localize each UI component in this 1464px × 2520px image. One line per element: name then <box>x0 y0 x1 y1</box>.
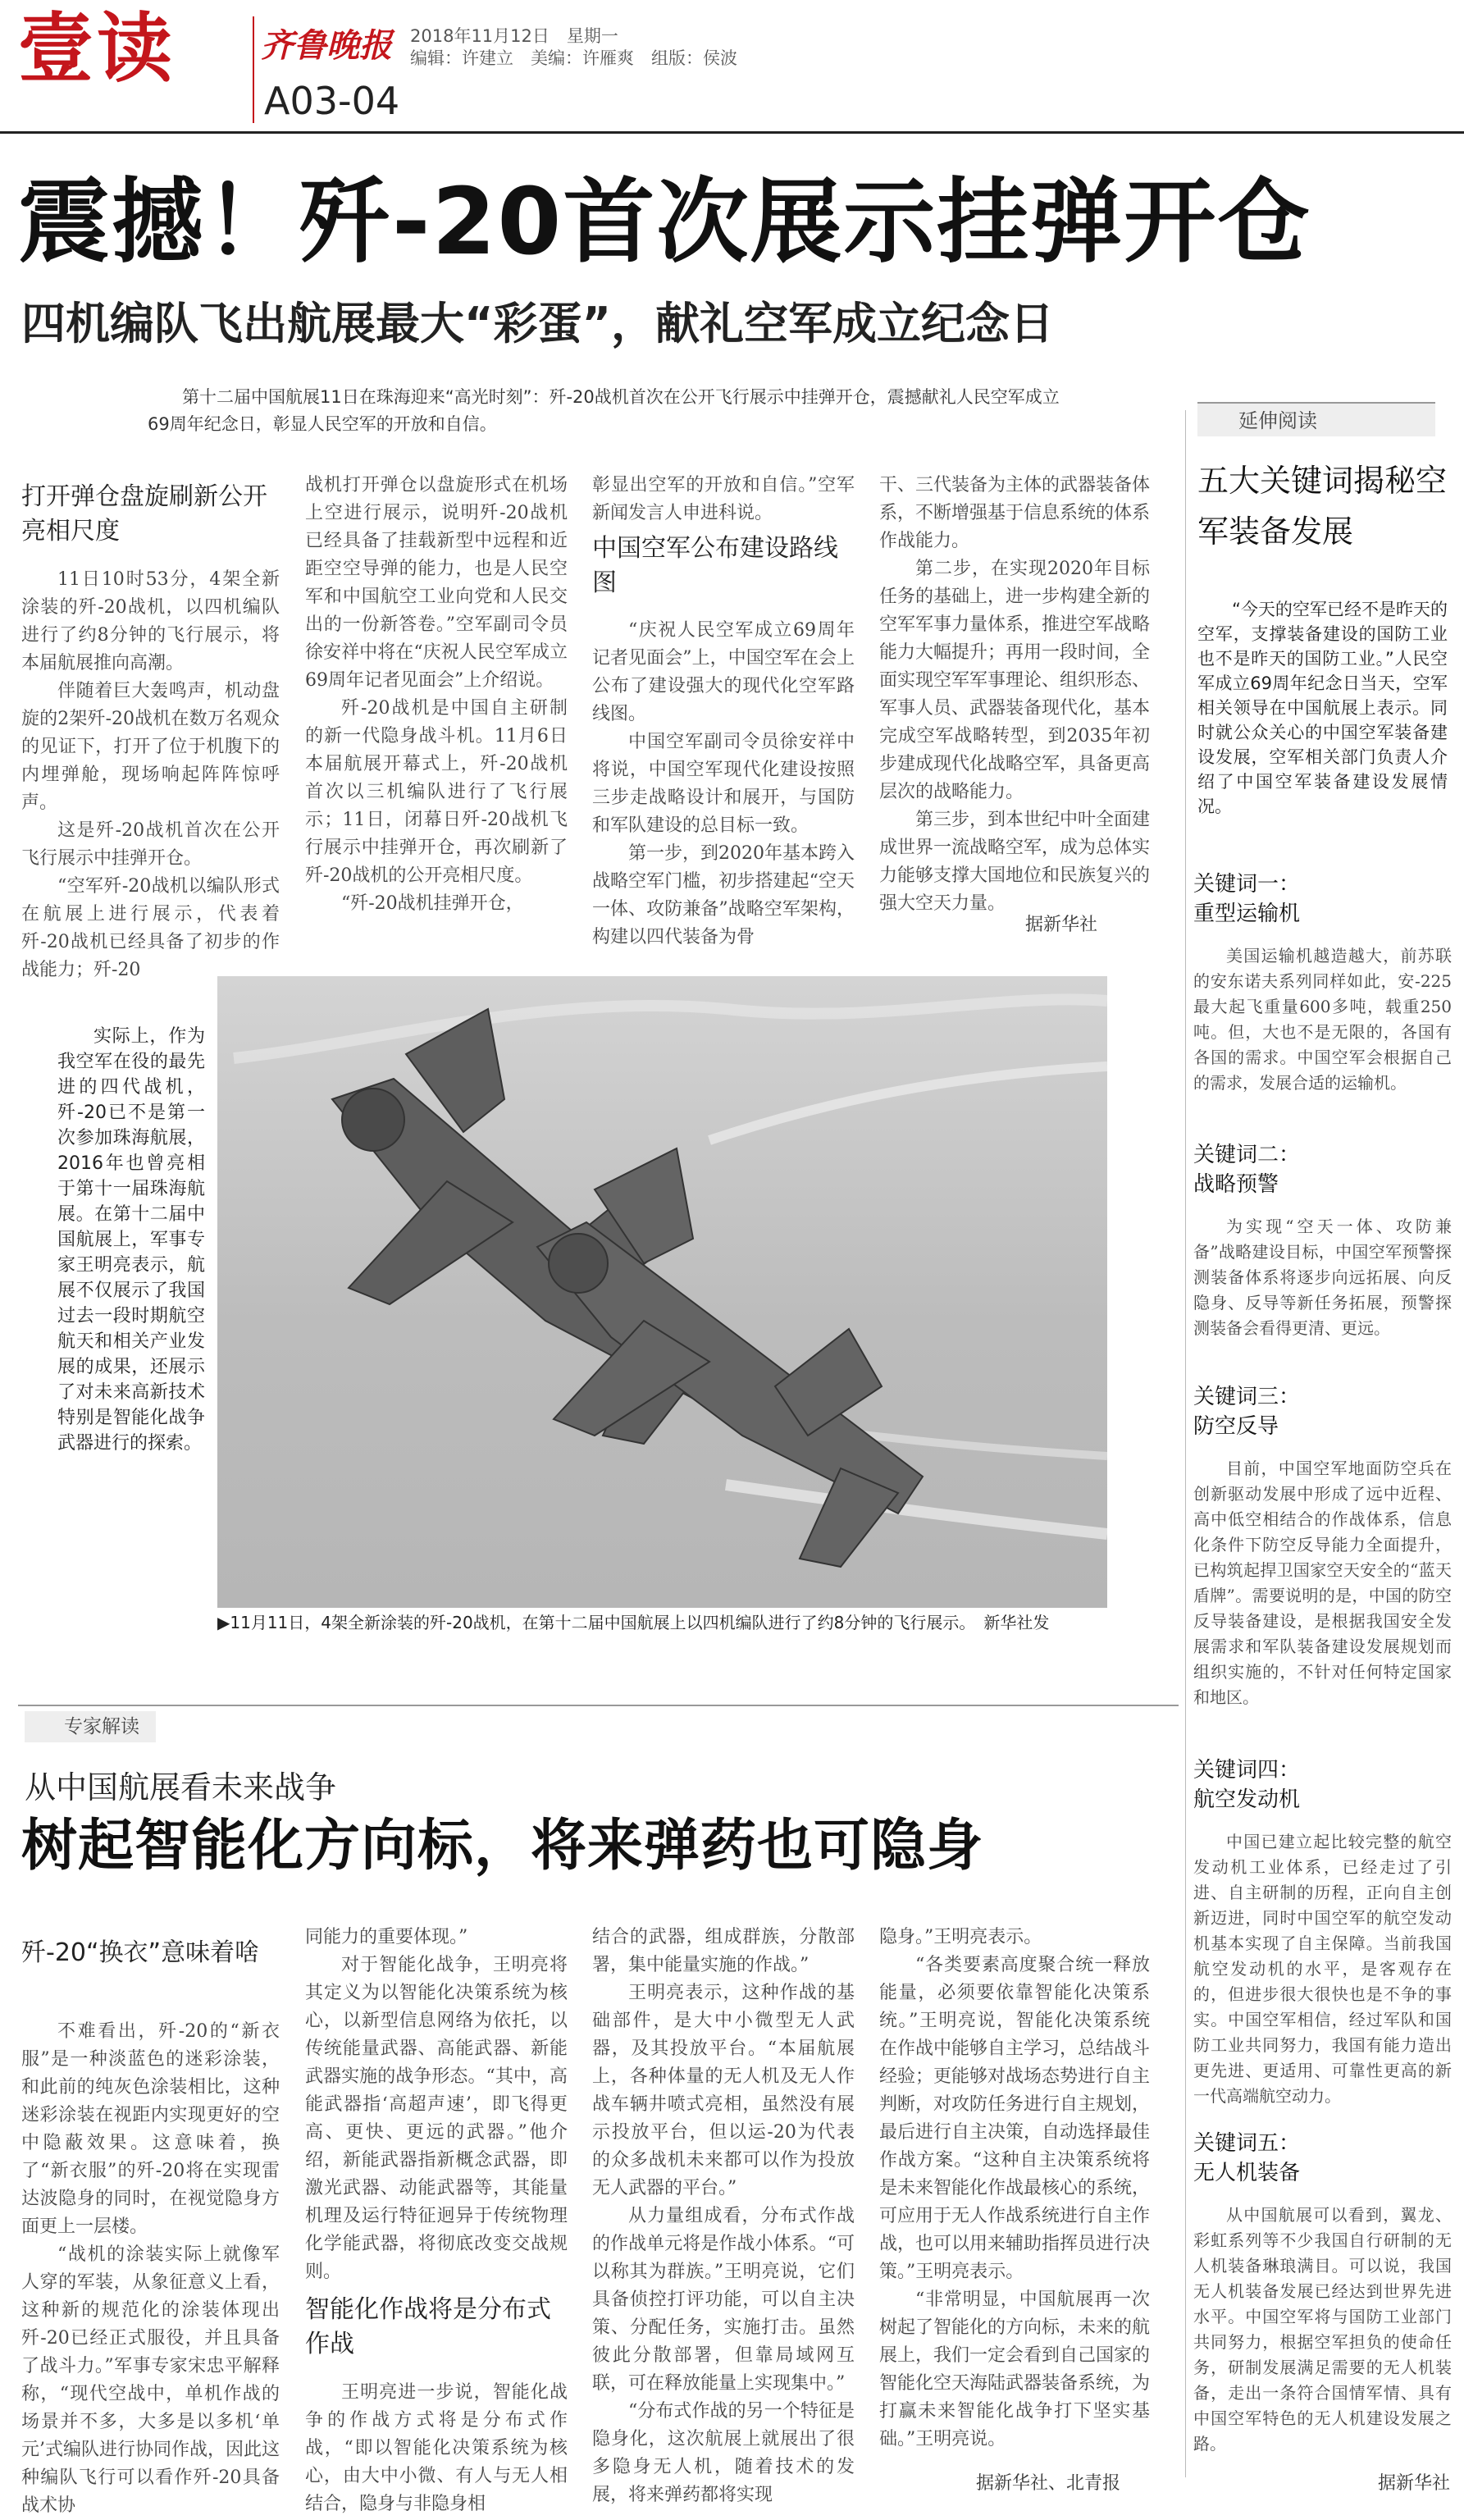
paragraph: 王明亮表示，这种作战的基础部件，是大中小微型无人武器，及其投放平台。“本届航展上，各种体量的无人机及无人作战车辆井喷式亮相，虽然没有展示投放平台，但以运-20为代表的众多战机未来都可以作为投放无人武器的平台。” <box>592 1983 855 2198</box>
sidebar-title: 五大关键词揭秘空军装备发展 <box>1197 463 1448 550</box>
jet-illustration <box>217 976 1107 1608</box>
paragraph: “空军歼-20战机以编队形式在航展上进行展示，代表着歼-20战机已经具备了初步的作战能力；歼-20 <box>21 876 280 980</box>
article-col1 <box>21 566 280 984</box>
photo-caption: ▶11月11日，4架全新涂装的歼-20战机，在第十二届中国航展上以四机编队进行了约8分钟的飞行展示。 新华社发 <box>217 1613 1050 1632</box>
col1-heading: 打开弹仓盘旋刷新公开亮相尺度 <box>21 482 267 546</box>
expert-col2 <box>305 1924 568 2286</box>
article-col4 <box>879 472 1150 918</box>
sidebar-credit: 据新华社 <box>1378 2473 1451 2494</box>
main-subhead: 四机编队飞出航展最大“彩蛋”，献礼空军成立纪念日 <box>21 298 1054 349</box>
paragraph: “庆祝人民空军成立69周年记者见面会”上，中国空军在会上公布了建设强大的现代化空军路线图。 <box>592 620 855 724</box>
article-col3b <box>592 617 855 952</box>
keyword-name: 无人机装备 <box>1193 2161 1301 2185</box>
expert-credit: 据新华社、北青报 <box>976 2473 1121 2494</box>
paragraph: 彰显出空军的开放和自信。”空军新闻发言人申进科说。 <box>592 475 855 523</box>
paragraph: 11日10时53分，4架全新涂装的歼-20战机，以四机编队进行了约8分钟的飞行展示，将本届航展推向高潮。 <box>21 569 280 673</box>
jet-photo <box>217 976 1107 1608</box>
keyword-label: 关键词五： <box>1193 2131 1301 2156</box>
keyword-label: 关键词一： <box>1193 872 1301 897</box>
keyword-label: 关键词三： <box>1193 1385 1301 1409</box>
main-headline: 震撼！歼-20首次展示挂弹开仓 <box>18 169 1311 276</box>
sidebar-divider <box>1185 410 1186 2477</box>
keyword-name: 防空反导 <box>1193 1414 1279 1439</box>
page-number: A03-04 <box>264 79 400 123</box>
paragraph: 第三步，到本世纪中叶全面建成世界一流战略空军，成为总体实力能够支撑大国地位和民族复兴的强大空天力量。 <box>879 810 1151 914</box>
paragraph: 从力量组成看，分布式作战的作战单元将是作战小体系。“可以称其为群族。”王明亮说，它们具备侦控打评功能，可以自主决策、分配任务，实施打击。虽然彼此分散部署，但靠局域网互联，可在释放能量上实现集中。” <box>592 2206 855 2394</box>
sidebar-tag: 延伸阅读 <box>1197 402 1435 436</box>
expert-tag: 专家解读 <box>25 1711 156 1742</box>
keyword-5-title <box>1193 2129 1300 2188</box>
expert-kicker: 从中国航展看未来战争 <box>25 1769 337 1806</box>
keyword-1-text: 美国运输机越造越大，前苏联的安东诺夫系列同样如此，安-225最大起飞重量600多吨，载重250吨。但，大也不是无限的，各国有各国的需求。中国空军会根据自己的需求，发展合适的运输机。 <box>1193 946 1452 1093</box>
paragraph: 对于智能化战争，王明亮将其定义为以智能化决策系统为核心，以新型信息网络为依托，以传统能量武器、高能武器、新能武器实施的战争形态。“其中，高能武器指‘高超声速’，即飞得更高、更快、更远的武器。”他介绍，新能武器指新概念武器，即激光武器、动能武器等，其能量机理及运行特征迥异于传统物理化学能武器，将彻底改变交战规则。 <box>305 1955 568 2282</box>
paragraph: 这是歼-20战机首次在公开飞行展示中挂弹开仓。 <box>21 820 280 869</box>
paragraph: “非常明显，中国航展再一次树起了智能化的方向标，未来的航展上，我们一定会看到自己国家的智能化空天海陆武器装备系统，为打赢未来智能化战争打下坚实基础。”王明亮说。 <box>879 2289 1151 2449</box>
paragraph: 第二步，在实现2020年目标任务的基础上，进一步构建全新的空军军事力量体系，推进空军战略能力大幅提升；再用一段时间，全面实现空军军事理论、组织形态、军事人员、武器装备现代化，基本完成空军战略转型，到2035年初步建成现代化战略空军，具备更高层次的战略能力。 <box>879 559 1151 802</box>
col3-heading: 中国空军公布建设路线图 <box>592 534 838 597</box>
jet-right <box>537 1148 923 1567</box>
expert-col2b <box>305 2379 568 2518</box>
keyword-5-text: 从中国航展可以看到，翼龙、彩虹系列等不少我国自行研制的无人机装备琳琅满目。可以说，我国无人机装备发展已经达到世界先进水平。中国空军将与国防工业部门共同努力，根据空军担负的使命任务，研制发展满足需要的无人机装备，走出一条符合国情军情、具有中国空军特色的无人机建设发展之路。 <box>1193 2205 1452 2454</box>
keyword-1-title <box>1193 870 1300 929</box>
keyword-2-text: 为实现“空天一体、攻防兼备”战略建设目标，中国空军预警探测装备体系将逐步向远拓展、向反隐身、反导等新任务拓展，预警探测装备会看得更清、更远。 <box>1193 1217 1452 1338</box>
editor-line: 编辑：许建立 美编：许雁爽 组版：侯波 <box>410 48 737 68</box>
keyword-name: 航空发动机 <box>1193 1787 1301 1812</box>
keyword-3-text: 目前，中国空军地面防空兵在创新驱动发展中形成了远中近程、高中低空相结合的作战体系，信息化条件下防空反导能力全面提升，已构筑起捍卫国家空天安全的“蓝天盾牌”。需要说明的是，中国的防空反导装备建设，是根据我国安全发展需求和军队装备建设发展规划而组织实施的，不针对任何特定国家和地区。 <box>1193 1459 1452 1707</box>
paragraph: 战机打开弹仓以盘旋形式在机场上空进行展示，说明歼-20战机已经具备了挂载新型中远程和近距空空导弹的能力，也是人民空军和中国航空工业向党和人民交出的一份新答卷。”空军副司令员徐安祥中将在“庆祝人民空军成立69周年记者见面会”上介绍说。 <box>305 475 568 691</box>
expert-col4 <box>879 1924 1150 2454</box>
keyword-2-title <box>1193 1140 1300 1199</box>
paragraph: 中国空军副司令员徐安祥中将说，中国空军现代化建设按照三步走战略设计和展开，与国防和军队建设的总目标一致。 <box>592 732 855 836</box>
paper-logo: 齐鲁晚报 <box>261 26 392 65</box>
lead-paragraph: 第十二届中国航展11日在珠海迎来“高光时刻”：歼-20战机首次在公开飞行展示中挂弹开仓，震撼献礼人民空军成立69周年纪念日，彰显人民空军的开放和自信。 <box>148 387 1060 434</box>
paragraph: 结合的武器，组成群族，分散部署，集中能量实施的作战。” <box>592 1927 855 1975</box>
paragraph: “各类要素高度聚合统一释放能量，必须要依靠智能化决策系统。”王明亮说，智能化决策系统在作战中能够自主学习，总结战斗经验；更能够对战场态势进行自主判断，对攻防任务进行自主规划，最后进行自主决策，自动选择最佳作战方案。“这种自主决策系统将是未来智能化作战最核心的系统，可应用于无人作战系统进行自主作战，也可以用来辅助指挥员进行决策。”王明亮表示。 <box>879 1955 1151 2282</box>
header-divider <box>253 16 254 123</box>
expert-col1 <box>21 2018 280 2520</box>
paragraph: 歼-20战机是中国自主研制的新一代隐身战斗机。11月6日本届航展开幕式上，歼-20战机首次以三机编队进行了飞行展示；11日，闭幕日歼-20战机飞行展示中挂弹开仓，再次刷新了歼-20战机的公开亮相尺度。 <box>305 698 568 886</box>
section-title: 壹读 <box>18 5 176 93</box>
expert-col2-heading: 智能化作战将是分布式作战 <box>305 2295 551 2358</box>
article-col2 <box>305 472 568 918</box>
keyword-label: 关键词二： <box>1193 1143 1301 1167</box>
keyword-name: 重型运输机 <box>1193 902 1301 926</box>
sidebar-intro: “今天的空军已经不是昨天的空军，支撑装备建设的国防工业也不是昨天的国防工业。”人民空军成立69周年纪念日当天，空军相关领导在中国航展上表示。同时就公众关心的中国空军装备建设发展，空军相关部门负责人介绍了中国空军装备建设发展情况。 <box>1197 600 1448 816</box>
expert-rule <box>18 1705 1179 1706</box>
photo-side-text: 实际上，作为我空军在役的最先进的四代战机，歼-20已不是第一次参加珠海航展，2016年也曾亮相于第十一届珠海航展。在第十二届中国航展上，军事专家王明亮表示，航展不仅展示了我国过去一段时期航空航天和相关产业发展的成果，还展示了对未来高新技术特别是智能化战争武器进行的探索。 <box>57 1026 205 1454</box>
header-rule <box>0 131 1464 134</box>
expert-headline: 树起智能化方向标，将来弹药也可隐身 <box>21 1814 984 1879</box>
paragraph: “分布式作战的另一个特征是隐身化，这次航展上就展出了很多隐身无人机，随着技术的发展，将来弹药都将实现 <box>592 2401 855 2505</box>
keyword-4-title <box>1193 1755 1300 1815</box>
keyword-3-title <box>1193 1382 1300 1441</box>
expert-col1-heading: 歼-20“换衣”意味着啥 <box>21 1938 260 1967</box>
keyword-name: 战略预警 <box>1193 1172 1279 1197</box>
col4-credit: 据新华社 <box>1025 915 1098 935</box>
date-line: 2018年11月12日 星期一 <box>410 26 618 46</box>
paragraph: “歼-20战机挂弹开仓， <box>341 893 524 914</box>
keyword-label: 关键词四： <box>1193 1758 1301 1783</box>
paragraph: 同能力的重要体现。” <box>305 1927 468 1947</box>
paragraph: 不难看出，歼-20的“新衣服”是一种淡蓝色的迷彩涂装，和此前的纯灰色涂装相比，这种迷彩涂装在视距内实现更好的空中隐蔽效果。这意味着，换了“新衣服”的歼-20将在实现雷达波隐身的同时，在视觉隐身方面更上一层楼。 <box>21 2021 280 2237</box>
paragraph: 伴随着巨大轰鸣声，机动盘旋的2架歼-20战机在数万名观众的见证下，打开了位于机腹下的内埋弹舱，现场响起阵阵惊呼声。 <box>21 681 280 813</box>
paragraph: 干、三代装备为主体的武器装备体系，不断增强基于信息系统的体系作战能力。 <box>879 475 1151 551</box>
paragraph: 隐身。”王明亮表示。 <box>879 1927 1042 1947</box>
keyword-4-text: 中国已建立起比较完整的航空发动机工业体系，已经走过了引进、自主研制的历程，正向自主创新迈进，同时中国空军的航空发动机基本实现了自主保障。当前我国航空发动机的水平，是客观存在的，但进步很大很快也是不争的事实。中国空军相信，经过军队和国防工业共同努力，我国有能力造出更先进、更适用、可靠性更高的新一代高端航空动力。 <box>1193 1832 1452 2106</box>
paragraph: 王明亮进一步说，智能化战争的作战方式将是分布式作战，“即以智能化决策系统为核心，由大中小微、有人与无人相结合，隐身与非隐身相 <box>305 2382 568 2514</box>
article-col3 <box>592 472 855 527</box>
paragraph: “战机的涂装实际上就像军人穿的军装，从象征意义上看，这种新的规范化的涂装体现出歼-20已经正式服役，并且具备了战斗力。”军事专家宋忠平解释称，“现代空战中，单机作战的场景并不多，大多是以多机‘单元’式编队进行协同作战，因此这种编队飞行可以看作歼-20具备战术协 <box>21 2244 280 2516</box>
paragraph: 第一步，到2020年基本跨入战略空军门槛，初步搭建起“空天一体、攻防兼备”战略空军架构，构建以四代装备为骨 <box>592 843 855 947</box>
expert-col3 <box>592 1924 855 2509</box>
